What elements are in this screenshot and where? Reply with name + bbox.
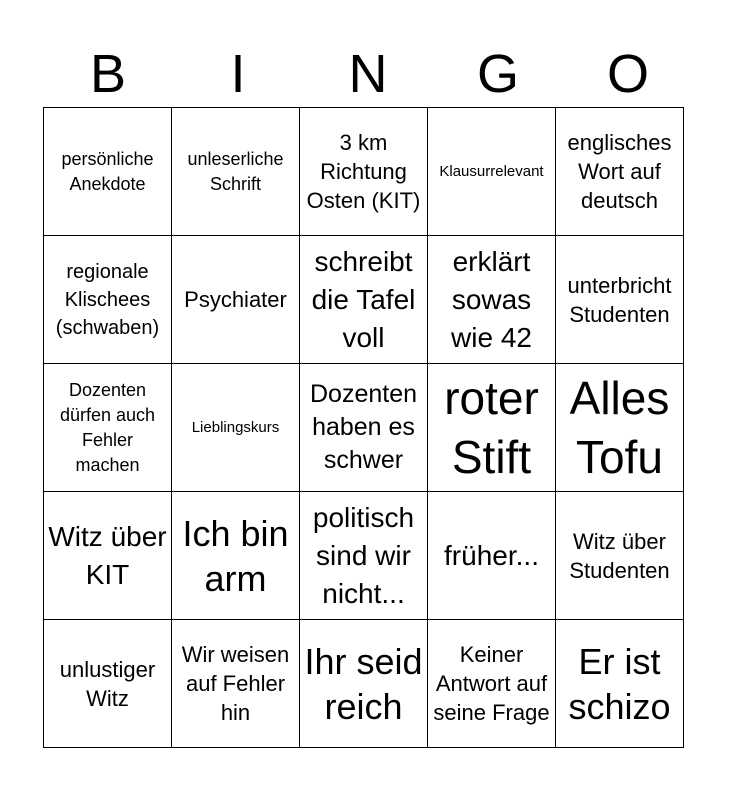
cell-label: früher...: [444, 539, 539, 571]
header-letter-n: N: [348, 44, 388, 104]
cell-label: Witz über KIT: [48, 520, 167, 590]
cell-label: unterbricht Studenten: [567, 272, 672, 327]
bingo-row: [44, 108, 684, 236]
cell-label: schreibt die Tafel voll: [311, 245, 416, 353]
bingo-cell[interactable]: [300, 236, 428, 364]
bingo-cell[interactable]: [44, 364, 172, 492]
header-letter-b: B: [89, 44, 127, 104]
bingo-cell[interactable]: [172, 620, 300, 748]
header-letter-g: G: [476, 44, 519, 104]
bingo-row: [44, 492, 684, 620]
bingo-card: [43, 107, 684, 748]
bingo-cell[interactable]: [428, 364, 556, 492]
bingo-header: [43, 40, 693, 108]
bingo-cell[interactable]: [556, 620, 684, 748]
cell-label: Dozenten haben es schwer: [309, 380, 418, 474]
bingo-row: [44, 364, 684, 492]
bingo-cell[interactable]: [428, 108, 556, 236]
bingo-cell[interactable]: [300, 620, 428, 748]
bingo-cell[interactable]: [172, 364, 300, 492]
bingo-cell[interactable]: [44, 236, 172, 364]
header-letter-i: I: [230, 44, 246, 104]
bingo-cell[interactable]: [428, 236, 556, 364]
bingo-cell[interactable]: [556, 108, 684, 236]
bingo-cell[interactable]: [556, 364, 684, 492]
cell-label: regionale Klischees (schwaben): [55, 260, 160, 339]
bingo-row: [44, 620, 684, 748]
bingo-cell[interactable]: [300, 492, 428, 620]
bingo-cell[interactable]: [556, 236, 684, 364]
cell-label: Psychiater: [184, 287, 287, 312]
cell-label: unleserliche Schrift: [187, 148, 284, 194]
bingo-cell[interactable]: [428, 492, 556, 620]
cell-label: Lieblingskurs: [191, 418, 280, 436]
cell-label: englisches Wort auf deutsch: [567, 130, 672, 213]
bingo-cell[interactable]: [428, 620, 556, 748]
cell-label: unlustiger Witz: [59, 656, 156, 711]
cell-label: 3 km Richtung Osten (KIT): [306, 130, 421, 213]
cell-label: persönliche Anekdote: [61, 148, 154, 194]
bingo-cell[interactable]: [300, 364, 428, 492]
cell-label: Alles Tofu: [569, 371, 670, 483]
bingo-cell[interactable]: [44, 620, 172, 748]
cell-label: roter Stift: [444, 371, 539, 483]
bingo-row: [44, 236, 684, 364]
cell-label: Dozenten dürfen auch Fehler machen: [59, 379, 156, 475]
bingo-cell[interactable]: [172, 108, 300, 236]
cell-label: Ihr seid reich: [304, 640, 423, 727]
bingo-cell[interactable]: [300, 108, 428, 236]
bingo-cell[interactable]: [556, 492, 684, 620]
bingo-cell[interactable]: [44, 492, 172, 620]
cell-label: Er ist schizo: [568, 640, 671, 727]
cell-label: Ich bin arm: [182, 512, 289, 599]
cell-label: politisch sind wir nicht...: [312, 501, 415, 609]
header-letter-o: O: [606, 44, 649, 104]
bingo-cell[interactable]: [44, 108, 172, 236]
cell-label: erklärt sowas wie 42: [451, 245, 532, 353]
bingo-cell[interactable]: [172, 492, 300, 620]
cell-label: Witz über Studenten: [569, 528, 670, 583]
cell-label: Klausurrelevant: [439, 162, 544, 180]
bingo-cell[interactable]: [172, 236, 300, 364]
cell-label: Wir weisen auf Fehler hin: [181, 642, 290, 725]
cell-label: Keiner Antwort auf seine Frage: [433, 642, 550, 725]
